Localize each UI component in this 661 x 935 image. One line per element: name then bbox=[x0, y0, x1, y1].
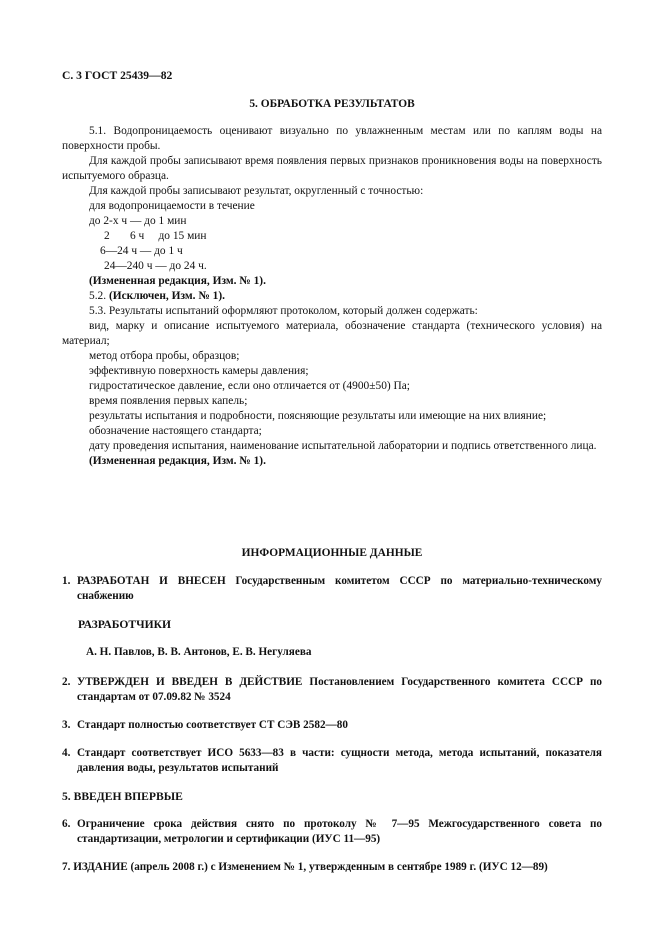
info-item-3-number: 3. bbox=[62, 719, 71, 731]
edition-note-1: (Измененная редакция, Изм. № 1). bbox=[89, 275, 266, 287]
paragraph-5-2-text: (Исключен, Изм. № 1). bbox=[108, 290, 225, 302]
info-block bbox=[62, 546, 602, 875]
info-title: ИНФОРМАЦИОННЫЕ ДАННЫЕ bbox=[241, 547, 423, 559]
info-item-2-number: 2. bbox=[62, 676, 71, 688]
protocol-item-5: время появления первых капель; bbox=[89, 395, 248, 407]
paragraph-5-3: 5.3. Результаты испытаний оформляют протоколом, который должен содержать: bbox=[89, 305, 478, 317]
precision-line-2-rest: 6 ч до 15 мин bbox=[130, 230, 207, 242]
protocol-item-1: вид, марку и описание испытуемого материала, обозначение стандарта (технического условия) на материал; bbox=[62, 320, 602, 347]
protocol-item-4: гидростатическое давление, если оно отличается от (4900±50) Па; bbox=[89, 380, 410, 392]
info-item-2-text: УТВЕРЖДЕН И ВВЕДЕН В ДЕЙСТВИЕ Постановлением Государственного комитета СССР по стандартам от 07.09.82 № 3524 bbox=[77, 676, 602, 703]
info-item-1-number: 1. bbox=[62, 575, 71, 587]
protocol-item-2: метод отбора пробы, образцов; bbox=[89, 350, 240, 362]
info-item-3-text: Стандарт полностью соответствует СТ СЭВ 2582—80 bbox=[77, 719, 348, 731]
precision-line-2 bbox=[62, 229, 602, 244]
developers-names: А. Н. Павлов, В. В. Антонов, Е. В. Негуляева bbox=[86, 646, 312, 658]
info-item-6-text: Ограничение срока действия снято по протоколу № 7—95 Межгосударственного совета по стандартизации, метрологии и сертификации (ИУС 11—95) bbox=[77, 818, 602, 845]
info-item-6-number: 6. bbox=[62, 818, 71, 830]
info-item-3 bbox=[62, 718, 602, 733]
info-item-4 bbox=[62, 746, 602, 776]
info-item-5: 5. ВВЕДЕН ВПЕРВЫЕ bbox=[62, 790, 183, 803]
section-title: 5. ОБРАБОТКА РЕЗУЛЬТАТОВ bbox=[249, 98, 415, 110]
info-item-1 bbox=[62, 574, 602, 604]
precision-line-3: 6—24 ч — до 1 ч bbox=[100, 245, 183, 257]
info-item-1-text: РАЗРАБОТАН И ВНЕСЕН Государственным комитетом СССР по материально-техническому снабжению bbox=[77, 575, 602, 602]
precision-line-4: 24—240 ч — до 24 ч. bbox=[104, 260, 207, 272]
paragraph-rounding: Для каждой пробы записывают результат, округленный с точностью: bbox=[89, 185, 424, 197]
paragraph-5-2-number: 5.2. bbox=[89, 290, 109, 302]
developers-title: РАЗРАБОТЧИКИ bbox=[78, 618, 172, 631]
document-page bbox=[62, 68, 602, 888]
info-item-4-text: Стандарт соответствует ИСО 5633—83 в части: сущности метода, метода испытаний, показателя давления воды, результатов испытаний bbox=[77, 747, 602, 774]
paragraph-5-1: 5.1. Водопроницаемость оценивают визуально по увлажненным местам или по каплям воды на поверхности пробы. bbox=[62, 125, 602, 152]
edition-note-2: (Измененная редакция, Изм. № 1). bbox=[89, 455, 266, 467]
paragraph-record-time: Для каждой пробы записывают время появления первых признаков проникновения воды на поверхность испытуемого образца. bbox=[62, 155, 602, 182]
info-item-7: 7. ИЗДАНИЕ (апрель 2008 г.) с Изменением № 1, утвержденным в сентябре 1989 г. (ИУС 12—89) bbox=[62, 861, 548, 873]
protocol-item-6: результаты испытания и подробности, поясняющие результаты или имеющие на них влияние; bbox=[89, 410, 547, 422]
protocol-item-3: эффективную поверхность камеры давления; bbox=[89, 365, 309, 377]
page-header: С. 3 ГОСТ 25439—82 bbox=[62, 69, 173, 82]
info-item-6 bbox=[62, 817, 602, 847]
precision-line-1: до 2-х ч — до 1 мин bbox=[89, 215, 187, 227]
paragraph-5-2 bbox=[62, 289, 602, 304]
info-item-4-number: 4. bbox=[62, 747, 71, 759]
info-item-2 bbox=[62, 675, 602, 705]
protocol-item-7: обозначение настоящего стандарта; bbox=[89, 425, 262, 437]
protocol-item-8: дату проведения испытания, наименование испытательной лаборатории и подпись ответственного лица. bbox=[89, 440, 597, 452]
precision-line-2-from: 2 bbox=[104, 230, 110, 242]
paragraph-permeability: для водопроницаемости в течение bbox=[89, 200, 255, 212]
